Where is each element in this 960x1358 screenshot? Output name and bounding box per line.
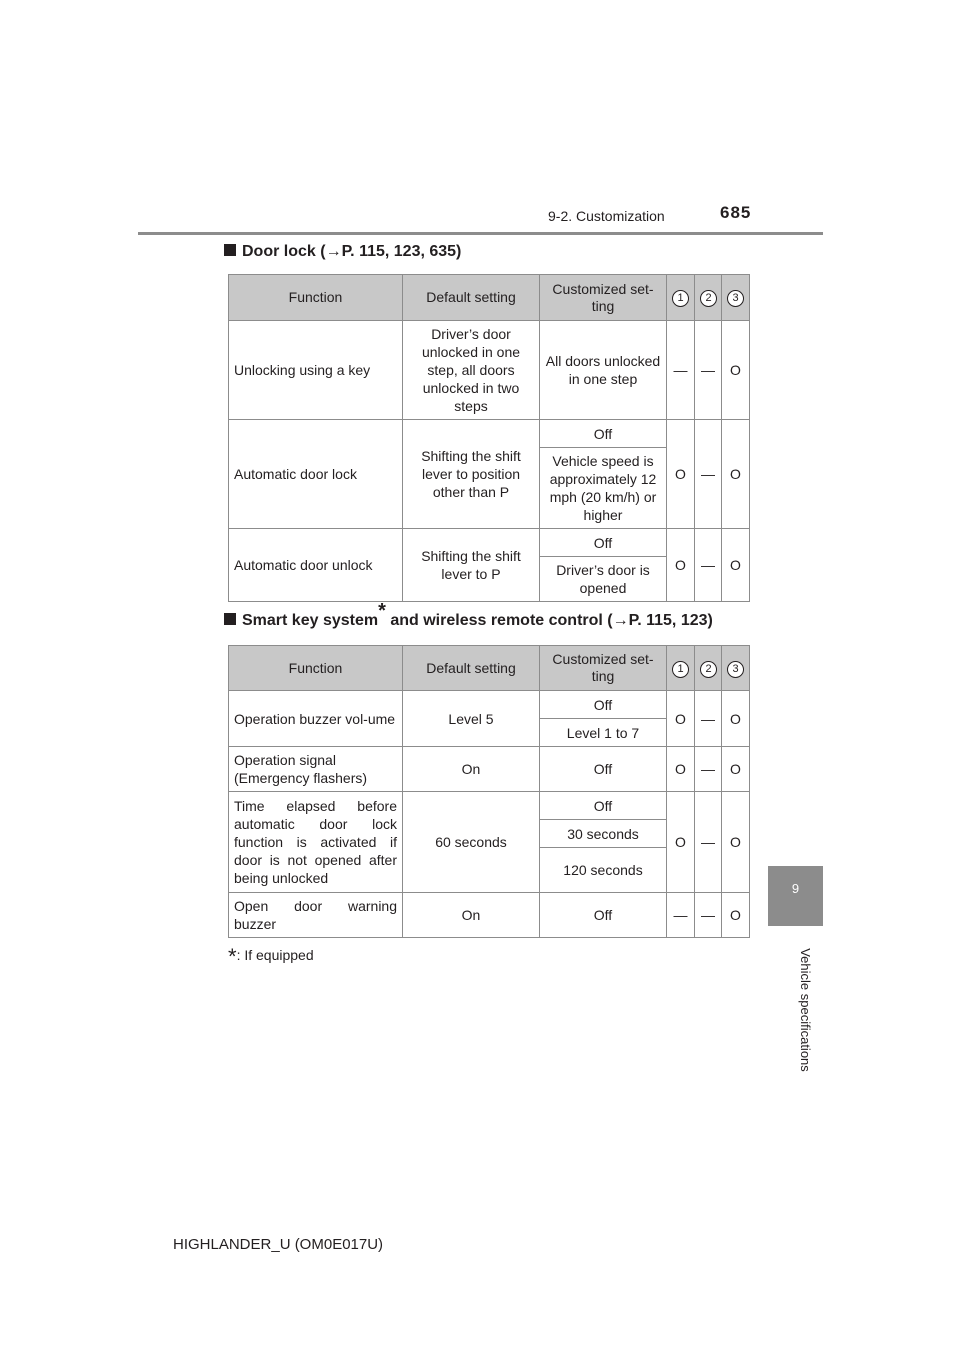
cell-mark-1: O	[667, 420, 695, 529]
cell-default: Shifting the shift lever to position other than P	[403, 420, 540, 529]
circled-number-icon: 3	[727, 290, 744, 307]
column-header-3	[722, 275, 750, 321]
chapter-tab-label: Vehicle specifications	[798, 948, 813, 1072]
table-row	[229, 792, 750, 820]
cell-customized: Driver’s door is opened	[540, 557, 667, 602]
square-bullet-icon	[224, 613, 236, 625]
table-row	[229, 747, 750, 792]
cell-default: 60 seconds	[403, 792, 540, 893]
cell-default: Shifting the shift lever to P	[403, 529, 540, 602]
cell-mark-3: O	[722, 893, 750, 938]
cell-function: Automatic door unlock	[229, 529, 403, 602]
column-header-2	[695, 646, 722, 691]
cell-function: Operation buzzer vol-ume	[229, 691, 403, 747]
chapter-tab[interactable]: 9	[768, 866, 823, 926]
cell-mark-1: —	[667, 321, 695, 420]
circled-number-icon: 1	[672, 290, 689, 307]
cell-mark-2: —	[695, 893, 722, 938]
cell-mark-1: O	[667, 792, 695, 893]
door-lock-heading	[224, 243, 461, 261]
cell-mark-1: —	[667, 893, 695, 938]
square-bullet-icon	[224, 244, 236, 256]
cell-customized: Off	[540, 420, 667, 448]
column-header-3	[722, 646, 750, 691]
cell-function: Operation signal (Emergency flashers)	[229, 747, 403, 792]
cell-default: Driver’s door unlocked in one step, all doors unlocked in two steps	[403, 321, 540, 420]
cell-mark-2: —	[695, 529, 722, 602]
column-header-default: Default setting	[403, 275, 540, 321]
table-row	[229, 893, 750, 938]
cell-mark-3: O	[722, 747, 750, 792]
cell-customized: Off	[540, 893, 667, 938]
table-header-row	[229, 275, 750, 321]
smart-key-table	[228, 645, 750, 938]
column-header-customized: Customized set-ting	[540, 646, 667, 691]
cell-mark-3: O	[722, 529, 750, 602]
table-header-row	[229, 646, 750, 691]
asterisk-mark: *	[378, 599, 386, 622]
circled-number-icon: 2	[700, 661, 717, 678]
column-header-function: Function	[229, 275, 403, 321]
cell-mark-3: O	[722, 691, 750, 747]
table-row	[229, 529, 750, 557]
cell-mark-2: —	[695, 747, 722, 792]
footer-model-code: HIGHLANDER_U (OM0E017U)	[173, 1236, 384, 1253]
cell-mark-3: O	[722, 321, 750, 420]
table-row	[229, 321, 750, 420]
smart-key-heading	[224, 599, 713, 630]
circled-number-icon: 1	[672, 661, 689, 678]
cell-mark-2: —	[695, 792, 722, 893]
cell-mark-2: —	[695, 691, 722, 747]
column-header-1	[667, 275, 695, 321]
cell-mark-3: O	[722, 792, 750, 893]
column-header-customized: Customized set-ting	[540, 275, 667, 321]
column-header-2	[695, 275, 722, 321]
door-lock-heading-text: Door lock (→P. 115, 123, 635)	[242, 243, 462, 260]
cell-customized: Level 1 to 7	[540, 719, 667, 747]
cell-customized: 120 seconds	[540, 848, 667, 893]
table-row	[229, 691, 750, 719]
header-rule	[138, 232, 823, 235]
cell-function: Automatic door lock	[229, 420, 403, 529]
cell-default: On	[403, 893, 540, 938]
cell-customized: Off	[540, 747, 667, 792]
cell-customized: Off	[540, 529, 667, 557]
cell-customized: All doors unlocked in one step	[540, 321, 667, 420]
cell-mark-3: O	[722, 420, 750, 529]
cell-function: Unlocking using a key	[229, 321, 403, 420]
cell-function: Open door warning buzzer	[229, 893, 403, 938]
circled-number-icon: 3	[727, 661, 744, 678]
cell-mark-1: O	[667, 529, 695, 602]
section-header: 9-2. Customization	[548, 208, 665, 224]
page-number: 685	[720, 203, 752, 222]
door-lock-table	[228, 274, 750, 602]
cell-mark-1: O	[667, 691, 695, 747]
cell-mark-2: —	[695, 420, 722, 529]
circled-number-icon: 2	[700, 290, 717, 307]
column-header-default: Default setting	[403, 646, 540, 691]
smart-key-heading-text-rest: and wireless remote control (→P. 115, 123)	[385, 612, 713, 629]
cell-function: Time elapsed before automatic door lock function is activated if door is not opened after being unlocked	[229, 792, 403, 893]
cell-default: On	[403, 747, 540, 792]
footnote-text: : If equipped	[236, 947, 314, 963]
table-row	[229, 420, 750, 448]
smart-key-heading-text: Smart key system	[242, 612, 379, 629]
cell-customized: 30 seconds	[540, 820, 667, 848]
footnote	[228, 944, 314, 970]
cell-customized: Off	[540, 691, 667, 719]
cell-default: Level 5	[403, 691, 540, 747]
asterisk-mark: *	[228, 944, 237, 969]
cell-mark-2: —	[695, 321, 722, 420]
cell-customized: Vehicle speed is approximately 12 mph (20 km/h) or higher	[540, 448, 667, 529]
column-header-1	[667, 646, 695, 691]
cell-mark-1: O	[667, 747, 695, 792]
column-header-function: Function	[229, 646, 403, 691]
cell-customized: Off	[540, 792, 667, 820]
